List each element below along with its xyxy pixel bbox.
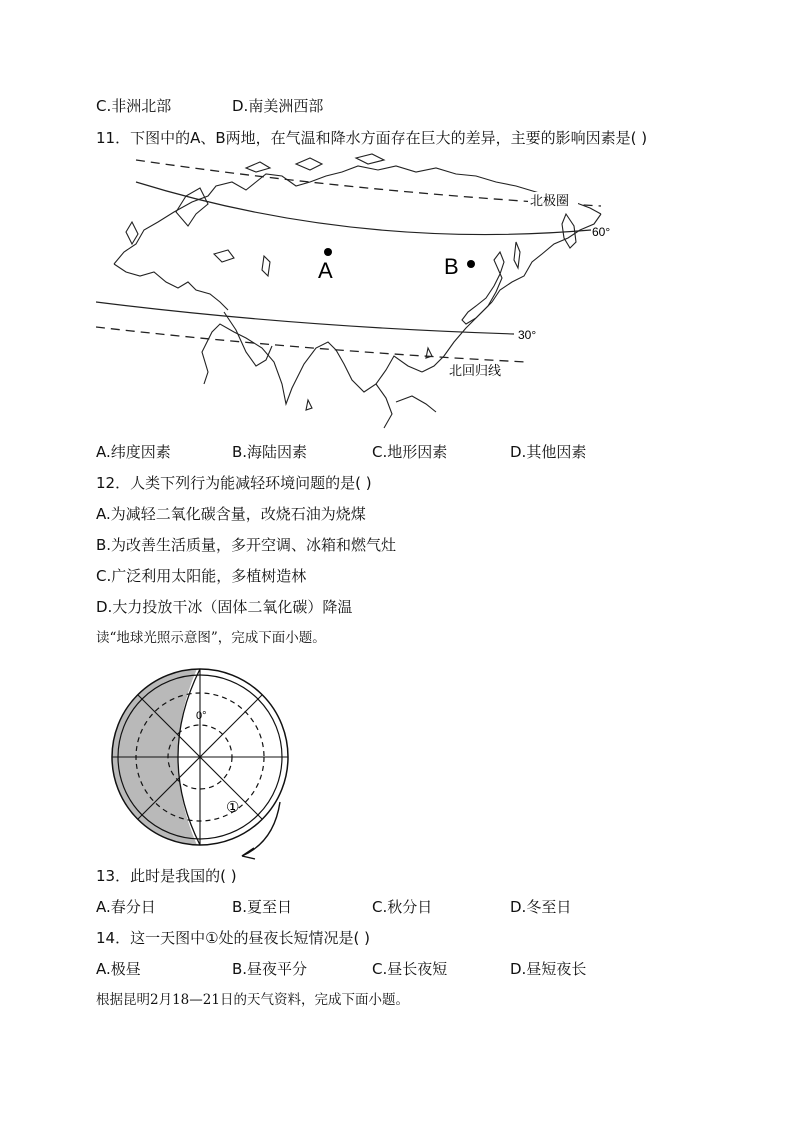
q13-option-c: C.秋分日	[372, 898, 433, 916]
label-point-1: ①	[226, 799, 240, 816]
q12-stem: 12．人类下列行为能减轻环境问题的是( )	[96, 474, 372, 492]
q13-option-a: A.春分日	[96, 898, 156, 916]
q12-option-b: B.为改善生活质量，多开空调、冰箱和燃气灶	[96, 536, 397, 554]
q14-stem: 14．这一天图中①处的昼夜长短情况是( )	[96, 929, 371, 947]
globe-diagram	[104, 662, 304, 862]
coastline	[114, 154, 601, 428]
q11-option-d: D.其他因素	[510, 443, 587, 461]
q14-option-c: C.昼长夜短	[372, 960, 448, 978]
q10-option-d: D.南美洲西部	[232, 97, 324, 115]
label-arctic-circle: 北极圈	[530, 193, 570, 208]
intro-q15: 根据昆明2月18—21日的天气资料，完成下面小题。	[96, 992, 409, 1008]
label-60: 60°	[592, 225, 611, 239]
point-b-marker	[467, 260, 475, 268]
point-a-marker	[324, 248, 332, 256]
q11-option-b: B.海陆因素	[232, 443, 308, 461]
q13-stem: 13．此时是我国的( )	[96, 867, 237, 885]
q12-option-d: D.大力投放干冰（固体二氧化碳）降温	[96, 598, 353, 616]
latitude-30-line	[96, 302, 514, 334]
label-0-degree: 0°	[196, 710, 207, 722]
q11-stem: 11．下图中的A、B两地，在气温和降水方面存在巨大的差异，主要的影响因素是( )	[96, 129, 648, 147]
q14-option-d: D.昼短夜长	[510, 960, 587, 978]
label-a: A	[318, 258, 333, 283]
q14-option-a: A.极昼	[96, 960, 141, 978]
q12-option-c: C.广泛利用太阳能，多植树造林	[96, 567, 307, 585]
q13-option-d: D.冬至日	[510, 898, 572, 916]
label-b: B	[444, 254, 459, 279]
label-tropic: 北回归线	[449, 363, 502, 378]
rotation-arrow	[242, 802, 280, 856]
q13-option-b: B.夏至日	[232, 898, 293, 916]
q12-option-a: A.为减轻二氧化碳含量，改烧石油为烧煤	[96, 505, 366, 523]
q11-option-a: A.纬度因素	[96, 443, 171, 461]
q10-option-c: C.非洲北部	[96, 97, 172, 115]
q14-option-b: B.昼夜平分	[232, 960, 308, 978]
label-30: 30°	[518, 328, 537, 342]
intro-q13: 读“地球光照示意图”，完成下面小题。	[96, 630, 326, 646]
latitude-60-line	[136, 182, 591, 235]
eurasia-map	[96, 152, 626, 437]
q11-option-c: C.地形因素	[372, 443, 448, 461]
